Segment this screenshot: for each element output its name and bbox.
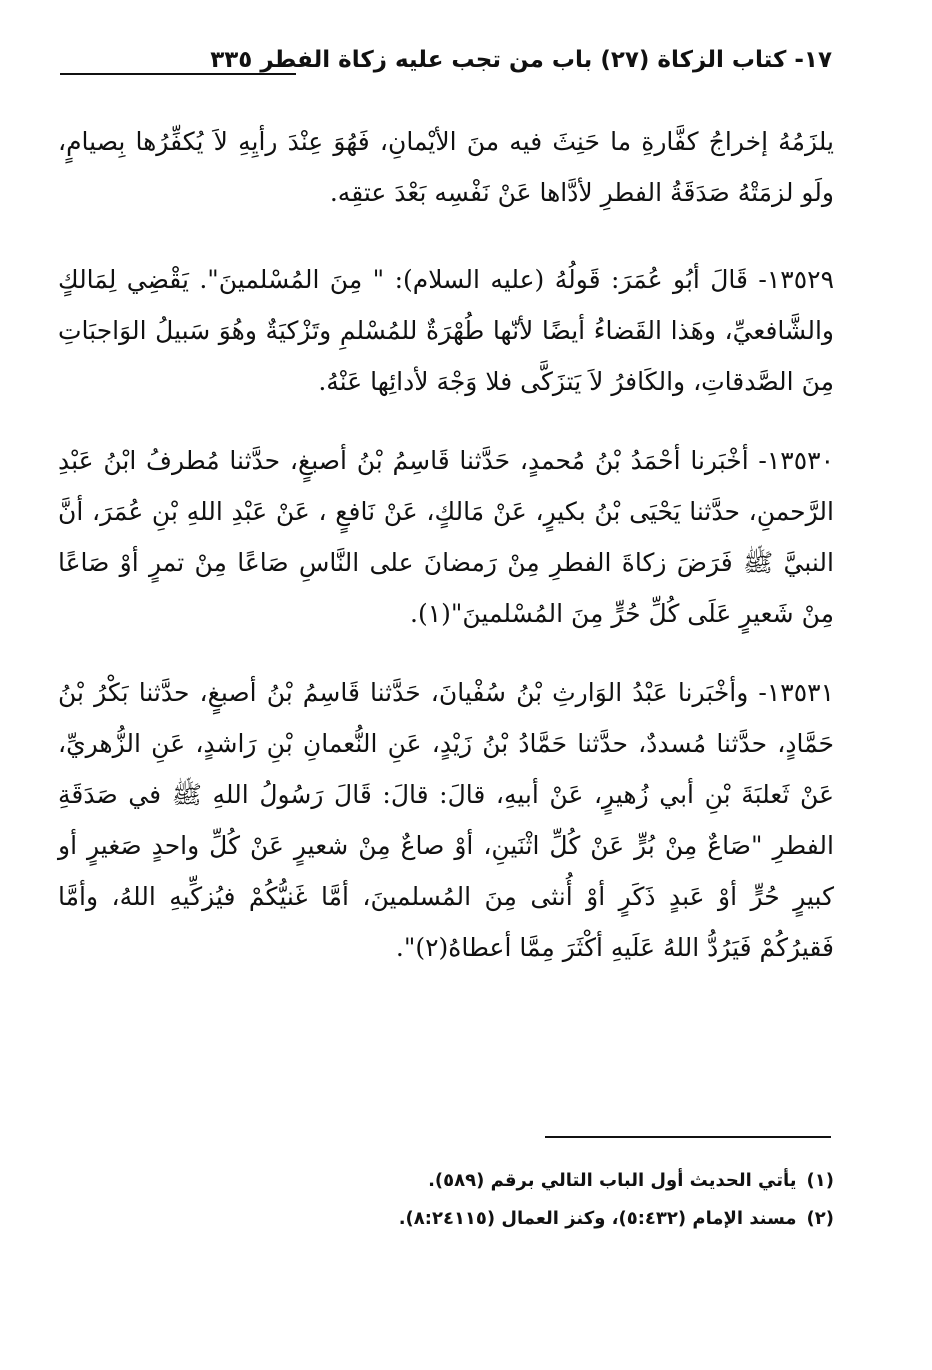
header-title: ١٧- كتاب الزكاة (٢٧) باب من تجب عليه زكاة الفطر ٣٣٥ [210,47,832,73]
footnote-text: مسند الإمام (٥:٤٣٢)، وكنز العمال (٨:٢٤١١٥). [398,1208,797,1229]
running-header [60,44,832,84]
header-rule [60,73,296,75]
main-text [58,116,834,1001]
footnote-1 [300,1162,834,1200]
paragraph-continuation: يلزَمُهُ إخراجُ كفَّارةِ ما حَنِثَ فيه منَ الأيْمانِ، فَهُوَ عِنْدَ رأيِهِ لاَ يُكفِّرُها بِصيامٍ، ولَو لزمَتْهُ صَدَقَةُ الفطرِ لأدَّاها عَنْ نَفْسِه بَعْدَ عتقِه. [58,127,834,207]
footnote-text: يأتي الحديث أول الباب التالي برقم (٥٨٩). [428,1170,797,1191]
paragraph-13529: ١٣٥٢٩- قَالَ أبُو عُمَرَ: قَولُهُ (عليه السلام): " مِنَ المُسْلمينَ". يَقْضِي لِمَالكٍ والشَّافعيِّ، وهَذا القَضاءُ أيضًا لأنّها طُهْرَةٌ للمُسْلمِ وتَزْكيَةٌ وهُوَ سَبيلُ الوَاجبَاتِ مِنَ الصَّدقاتِ، والكَافرُ لاَ يَتزَكَّى فلا وَجْهَ لأدائِها عَنْهُ. [58,265,834,396]
footnote-2 [300,1200,834,1238]
paragraph-13531: ١٣٥٣١- وأخْبَرنا عَبْدُ الوَارثِ بْنُ سُفْيانَ، حَدَّثنا قَاسِمُ بْنُ أصبغٍ، حدَّثنا بَكْرُ بْنُ حَمَّادٍ، حدَّثنا مُسددٌ، حدَّثنا حَمَّادُ بْنُ زَيْدٍ، عَنِ النُّعمانِ بْنِ رَاشدٍ، عَنِ الزُّهريِّ، عَنْ ثَعلبَةَ بْنِ أبي زُهيرٍ، عَنْ أبيهِ، قالَ: قالَ: قَالَ رَسُولُ اللهِ ﷺ في صَدَقَةِ الفطرِ "صَاعٌ مِنْ بُرٍّ عَنْ كُلِّ اثْنَينِ، أوْ صاعٌ مِنْ شعيرٍ عَنْ كُلِّ واحدٍ صَغيرٍ أو كبيرٍ حُرٍّ أوْ عَبدٍ ذَكَرٍ أوْ أُنثى مِنَ المُسلمينَ، أمَّا غَنيُّكُمْ فيُزكِّيهِ اللهُ، وأمَّا فَقيرُكُمْ فَيَرُدُّ اللهُ عَلَيهِ أكْثَرَ مِمَّا أعطاهُ(٢)". [58,678,834,962]
footnotes [300,1162,834,1238]
footnote-marker: (١) [806,1170,834,1191]
paragraph-13530: ١٣٥٣٠- أخْبَرنا أحْمَدُ بْنُ مُحمدٍ، حَدَّثنا قَاسِمُ بْنُ أصبغٍ، حدَّثنا مُطرفُ ابْنُ عَبْدِ الرَّحمنِ، حدَّثنا يَحْيَى بْنُ بكيرٍ، عَنْ مَالكٍ، عَنْ نَافعٍ ، عَنْ عَبْدِ اللهِ بْنِ عُمَرَ، أنَّ النبيَّ ﷺ فَرَضَ زكاةَ الفطرِ مِنْ رَمضانَ على النَّاسِ صَاعًا مِنْ تمرٍ أوْ صَاعًا مِنْ شَعيرٍ عَلَى كُلِّ حُرٍّ مِنَ المُسْلمينَ"(١). [58,446,834,628]
footnote-separator [545,1136,831,1138]
footnote-marker: (٢) [806,1208,834,1229]
